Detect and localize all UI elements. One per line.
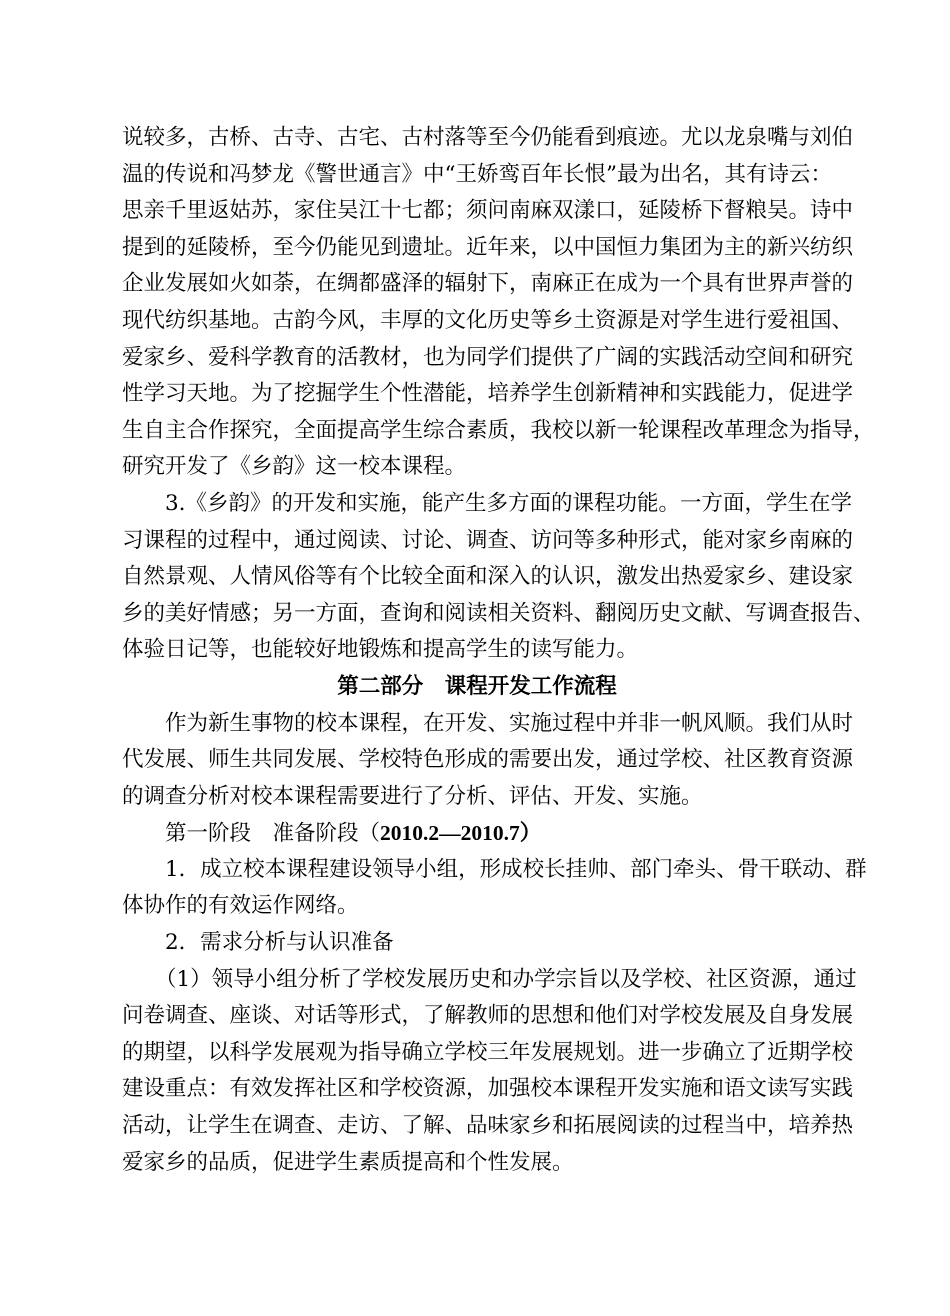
text-line: 3.《乡韵》的开发和实施，能产生多方面的课程功能。一方面，学生在学 xyxy=(165,490,853,516)
stage-label: 第一阶段 准备阶段（ xyxy=(165,821,381,847)
text-line: 爱家乡、爱科学教育的活教材，也为同学们提供了广阔的实践活动空间和研究 xyxy=(122,344,854,370)
text-line: 习课程的过程中，通过阅读、讨论、调查、访问等多种形式，能对家乡南麻的 xyxy=(122,527,854,553)
text-line: 现代纺织基地。古韵今风，丰厚的文化历史等乡土资源是对学生进行爱祖国、 xyxy=(122,307,854,333)
text-line: 生自主合作探究，全面提高学生综合素质，我校以新一轮课程改革理念为指导， xyxy=(122,417,875,443)
text-line: 企业发展如火如荼，在绸都盛泽的辐射下，南麻正在成为一个具有世界声誉的 xyxy=(122,271,854,297)
text-line: 研究开发了《乡韵》这一校本课程。 xyxy=(122,454,467,480)
text-line: 乡的美好情感；另一方面，查询和阅读相关资料、翻阅历史文献、写调查报告、 xyxy=(122,600,875,626)
text-line: 体协作的有效运作网络。 xyxy=(122,893,359,919)
text-line: 思亲千里返姑苏，家住吴江十七都；须问南麻双漾口，延陵桥下督粮吴。诗中 xyxy=(122,198,854,224)
subheading: 2．需求分析与认识准备 xyxy=(165,930,394,956)
text-line: 温的传说和冯梦龙《警世通言》中“王娇鸾百年长恨”最为出名，其有诗云： xyxy=(122,161,832,187)
text-line: 的调查分析对校本课程需要进行了分析、评估、开发、实施。 xyxy=(122,783,703,809)
text-line: 说较多，古桥、古寺、古宅、古村落等至今仍能看到痕迹。尤以龙泉嘴与刘伯 xyxy=(122,125,854,150)
text-line: 爱家乡的品质，促进学生素质提高和个性发展。 xyxy=(122,1149,574,1175)
text-line: 代发展、师生共同发展、学校特色形成的需要出发，通过学校、社区教育资源 xyxy=(122,747,854,773)
text-line: 提到的延陵桥，至今仍能见到遗址。近年来，以中国恒力集团为主的新兴纺织 xyxy=(122,234,854,260)
text-line: 的期望，以科学发展观为指导确立学校三年发展规划。进一步确立了近期学校 xyxy=(122,1039,854,1065)
stage-dates: 2010.2—2010.7 xyxy=(380,821,520,846)
text-line: 体验日记等，也能较好地锻炼和提高学生的读写能力。 xyxy=(122,637,639,663)
text-line: （1）领导小组分析了学校发展历史和办学宗旨以及学校、社区资源，通过 xyxy=(155,966,857,992)
text-line: 问卷调查、座谈、对话等形式，了解教师的思想和他们对学校发展及自身发展 xyxy=(122,1003,854,1029)
text-line: 1．成立校本课程建设领导小组，形成校长挂帅、部门牵头、骨干联动、群 xyxy=(165,856,867,882)
stage-heading xyxy=(122,815,832,852)
text-line: 建设重点：有效发挥社区和学校资源，加强校本课程开发实施和语文读写实践 xyxy=(122,1076,854,1102)
document-body xyxy=(122,120,875,1181)
text-line: 活动，让学生在调查、走访、了解、品味家乡和拓展阅读的过程当中，培养热 xyxy=(122,1113,854,1139)
stage-close: ） xyxy=(519,821,542,846)
text-line: 性学习天地。为了挖掘学生个性潜能，培养学生创新精神和实践能力，促进学 xyxy=(122,381,854,407)
text-line: 自然景观、人情风俗等有个比较全面和深入的认识，激发出热爱家乡、建设家 xyxy=(122,564,854,590)
text-line: 作为新生事物的校本课程，在开发、实施过程中并非一帆风顺。我们从时 xyxy=(165,710,854,736)
section-heading: 第二部分 课程开发工作流程 xyxy=(337,673,617,699)
